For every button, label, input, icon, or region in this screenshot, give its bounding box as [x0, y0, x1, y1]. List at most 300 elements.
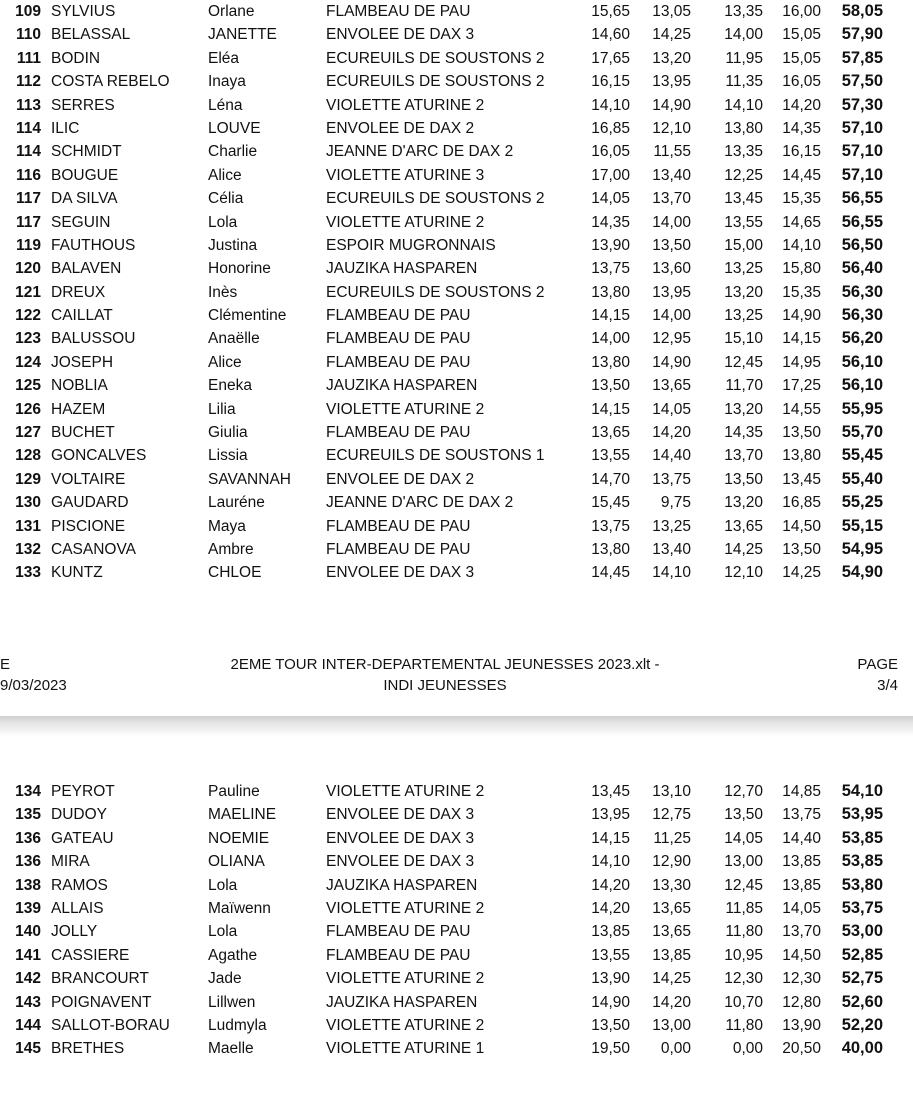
score-4-cell: 16,15	[782, 143, 821, 161]
score-2-cell: 12,10	[652, 119, 691, 137]
score-1-cell: 17,65	[591, 49, 630, 67]
score-4-cell: 14,15	[782, 330, 821, 348]
total-score-cell: 53,75	[841, 898, 883, 917]
table-row	[0, 538, 913, 561]
score-3-cell: 13,65	[724, 517, 763, 535]
total-score-cell: 56,10	[841, 376, 883, 395]
score-1-cell: 14,10	[591, 96, 630, 114]
score-3-cell: 13,80	[724, 119, 763, 137]
total-score-cell: 54,90	[841, 563, 883, 582]
score-3-cell: 10,70	[724, 993, 763, 1011]
score-2-cell: 14,00	[652, 307, 691, 325]
score-3-cell: 15,00	[724, 236, 763, 254]
first-name-cell: Léna	[208, 96, 243, 114]
club-cell: ENVOLEE DE DAX 2	[326, 470, 475, 488]
footer-page-number	[857, 654, 898, 696]
score-3-cell: 14,00	[724, 26, 763, 44]
score-1-cell: 15,65	[591, 3, 630, 20]
rank-cell: 134	[15, 783, 41, 800]
last-name-cell: POIGNAVENT	[51, 993, 152, 1011]
page-footer	[0, 654, 913, 698]
total-score-cell: 56,30	[841, 282, 883, 301]
score-2-cell: 14,25	[652, 26, 691, 44]
rank-cell: 128	[15, 447, 41, 465]
score-1-cell: 13,80	[591, 353, 630, 371]
score-4-cell: 13,70	[782, 923, 821, 941]
table-row	[0, 47, 913, 70]
table-row	[0, 281, 913, 304]
score-2-cell: 12,95	[652, 330, 691, 348]
score-4-cell: 12,30	[782, 970, 821, 988]
club-cell: ENVOLEE DE DAX 2	[326, 119, 475, 137]
club-cell: VIOLETTE ATURINE 2	[326, 783, 485, 800]
total-score-cell: 54,10	[841, 782, 883, 800]
rank-cell: 124	[15, 353, 41, 371]
rank-cell: 132	[15, 540, 41, 558]
first-name-cell: Alice	[208, 166, 242, 184]
club-cell: JEANNE D'ARC DE DAX 2	[326, 143, 514, 161]
score-1-cell: 13,65	[591, 424, 630, 442]
total-score-cell: 57,10	[841, 142, 883, 161]
score-1-cell: 14,60	[591, 26, 630, 44]
last-name-cell: CASANOVA	[51, 540, 136, 558]
club-cell: VIOLETTE ATURINE 2	[326, 96, 485, 114]
score-2-cell: 14,20	[652, 424, 691, 442]
rank-cell: 111	[16, 49, 41, 67]
first-name-cell: Honorine	[208, 260, 271, 278]
score-4-cell: 13,75	[782, 806, 821, 824]
last-name-cell: CAILLAT	[51, 307, 113, 325]
total-score-cell: 55,70	[841, 423, 883, 442]
score-1-cell: 13,85	[591, 923, 630, 941]
score-4-cell: 13,50	[782, 540, 821, 558]
total-score-cell: 56,50	[841, 235, 883, 254]
rank-cell: 117	[15, 213, 41, 231]
score-3-cell: 15,10	[724, 330, 763, 348]
table-row	[0, 515, 913, 538]
score-3-cell: 11,85	[725, 899, 763, 917]
table-row	[0, 23, 913, 46]
table-row	[0, 874, 913, 897]
score-2-cell: 13,95	[652, 283, 691, 301]
club-cell: ENVOLEE DE DAX 3	[326, 829, 475, 847]
first-name-cell: MAELINE	[208, 806, 277, 824]
score-2-cell: 13,20	[652, 49, 691, 67]
total-score-cell: 57,10	[841, 165, 883, 184]
total-score-cell: 56,55	[841, 212, 883, 231]
club-cell: JEANNE D'ARC DE DAX 2	[326, 494, 514, 512]
last-name-cell: PISCIONE	[51, 517, 126, 535]
score-1-cell: 14,35	[591, 213, 630, 231]
club-cell: ENVOLEE DE DAX 3	[326, 564, 475, 582]
score-4-cell: 15,05	[782, 26, 821, 44]
last-name-cell: DREUX	[51, 283, 106, 301]
rank-cell: 117	[15, 190, 41, 208]
rank-cell: 109	[15, 3, 41, 20]
total-score-cell: 52,75	[841, 969, 883, 988]
table-row	[0, 850, 913, 873]
first-name-cell: Anaëlle	[208, 330, 260, 348]
club-cell: FLAMBEAU DE PAU	[326, 353, 471, 371]
total-score-cell: 55,95	[841, 399, 883, 418]
score-3-cell: 12,45	[724, 876, 763, 894]
first-name-cell: Jade	[208, 970, 242, 988]
score-4-cell: 14,90	[782, 307, 821, 325]
rank-cell: 130	[15, 494, 41, 512]
rank-cell: 127	[15, 424, 41, 442]
total-score-cell: 55,45	[841, 446, 883, 465]
first-name-cell: Agathe	[208, 946, 258, 964]
page-break-separator	[0, 716, 913, 736]
last-name-cell: BALAVEN	[51, 260, 122, 278]
score-4-cell: 13,90	[782, 1016, 821, 1034]
footer-left-line1: E	[0, 656, 11, 673]
first-name-cell: Maïwenn	[208, 899, 271, 917]
first-name-cell: Inès	[208, 283, 238, 301]
first-name-cell: Justina	[208, 236, 258, 254]
score-1-cell: 14,15	[591, 829, 630, 847]
rank-cell: 138	[15, 876, 41, 894]
table-row	[0, 327, 913, 350]
score-3-cell: 14,10	[724, 96, 763, 114]
total-score-cell: 57,90	[841, 25, 883, 44]
total-score-cell: 53,85	[841, 828, 883, 847]
score-4-cell: 14,45	[782, 166, 821, 184]
footer-page-label: PAGE	[857, 656, 898, 673]
score-3-cell: 11,80	[725, 923, 763, 941]
club-cell: ENVOLEE DE DAX 3	[326, 853, 475, 871]
score-2-cell: 14,90	[652, 96, 691, 114]
first-name-cell: Lauréne	[208, 494, 265, 512]
score-4-cell: 14,50	[782, 946, 821, 964]
score-4-cell: 14,25	[782, 564, 821, 582]
score-4-cell: 17,25	[782, 377, 821, 395]
club-cell: FLAMBEAU DE PAU	[326, 424, 471, 442]
first-name-cell: Pauline	[208, 783, 260, 800]
score-1-cell: 13,50	[591, 377, 630, 395]
score-3-cell: 10,95	[724, 946, 763, 964]
score-2-cell: 13,10	[652, 783, 691, 800]
table-row	[0, 140, 913, 163]
score-1-cell: 13,55	[591, 946, 630, 964]
last-name-cell: SALLOT-BORAU	[51, 1016, 170, 1034]
first-name-cell: Lola	[208, 876, 238, 894]
score-1-cell: 14,15	[591, 307, 630, 325]
last-name-cell: RAMOS	[51, 876, 108, 894]
table-row	[0, 1037, 913, 1060]
last-name-cell: JOSEPH	[51, 353, 114, 371]
rank-cell: 121	[15, 283, 41, 301]
score-3-cell: 12,45	[724, 353, 763, 371]
table-row	[0, 920, 913, 943]
score-2-cell: 9,75	[660, 494, 691, 512]
score-2-cell: 12,90	[652, 853, 691, 871]
score-4-cell: 15,05	[782, 49, 821, 67]
score-1-cell: 19,50	[591, 1040, 630, 1058]
score-1-cell: 14,70	[591, 470, 630, 488]
club-cell: VIOLETTE ATURINE 2	[326, 970, 485, 988]
score-3-cell: 11,95	[725, 49, 763, 67]
table-row	[0, 351, 913, 374]
table-row	[0, 0, 913, 23]
score-2-cell: 14,25	[652, 970, 691, 988]
table-row	[0, 803, 913, 826]
score-1-cell: 13,95	[591, 806, 630, 824]
score-4-cell: 15,80	[782, 260, 821, 278]
total-score-cell: 52,20	[841, 1015, 883, 1034]
last-name-cell: BUCHET	[51, 424, 115, 442]
club-cell: ECUREUILS DE SOUSTONS 2	[326, 283, 545, 301]
score-2-cell: 13,65	[652, 899, 691, 917]
score-4-cell: 14,55	[782, 400, 821, 418]
club-cell: ENVOLEE DE DAX 3	[326, 806, 475, 824]
rank-cell: 129	[15, 470, 41, 488]
score-2-cell: 13,65	[652, 923, 691, 941]
last-name-cell: GATEAU	[51, 829, 114, 847]
score-3-cell: 13,50	[724, 470, 763, 488]
score-2-cell: 13,50	[652, 236, 691, 254]
first-name-cell: JANETTE	[208, 26, 277, 44]
total-score-cell: 56,30	[841, 306, 883, 325]
last-name-cell: SYLVIUS	[51, 3, 116, 20]
rank-cell: 114	[15, 119, 41, 137]
score-2-cell: 13,75	[652, 470, 691, 488]
first-name-cell: Orlane	[208, 3, 255, 20]
first-name-cell: SAVANNAH	[208, 470, 291, 488]
score-4-cell: 14,65	[782, 213, 821, 231]
first-name-cell: Lola	[208, 923, 238, 941]
last-name-cell: BRETHES	[51, 1040, 125, 1058]
club-cell: VIOLETTE ATURINE 2	[326, 1016, 485, 1034]
score-3-cell: 13,55	[724, 213, 763, 231]
club-cell: VIOLETTE ATURINE 2	[326, 400, 485, 418]
score-3-cell: 13,20	[724, 283, 763, 301]
total-score-cell: 54,95	[841, 539, 883, 558]
total-score-cell: 53,00	[841, 922, 883, 941]
table-row	[0, 468, 913, 491]
rank-cell: 113	[15, 96, 41, 114]
score-2-cell: 13,40	[652, 166, 691, 184]
score-1-cell: 13,90	[591, 970, 630, 988]
score-4-cell: 20,50	[782, 1040, 821, 1058]
table-row	[0, 944, 913, 967]
score-4-cell: 13,50	[782, 424, 821, 442]
last-name-cell: BRANCOURT	[51, 970, 149, 988]
club-cell: VIOLETTE ATURINE 1	[326, 1040, 485, 1058]
score-1-cell: 16,85	[591, 119, 630, 137]
score-2-cell: 13,60	[652, 260, 691, 278]
score-2-cell: 13,25	[652, 517, 691, 535]
last-name-cell: BELASSAL	[51, 26, 131, 44]
score-4-cell: 16,05	[782, 73, 821, 91]
score-1-cell: 16,05	[591, 143, 630, 161]
club-cell: FLAMBEAU DE PAU	[326, 330, 471, 348]
total-score-cell: 57,50	[841, 72, 883, 91]
club-cell: ECUREUILS DE SOUSTONS 2	[326, 73, 545, 91]
rank-cell: 135	[15, 806, 41, 824]
score-2-cell: 11,55	[653, 143, 691, 161]
score-2-cell: 14,00	[652, 213, 691, 231]
score-2-cell: 0,00	[660, 1040, 691, 1058]
score-1-cell: 13,55	[591, 447, 630, 465]
club-cell: ECUREUILS DE SOUSTONS 1	[326, 447, 545, 465]
score-3-cell: 13,20	[724, 494, 763, 512]
table-row	[0, 94, 913, 117]
first-name-cell: Lola	[208, 213, 238, 231]
total-score-cell: 52,60	[841, 992, 883, 1011]
rank-cell: 119	[15, 236, 41, 254]
table-row	[0, 421, 913, 444]
score-2-cell: 14,90	[652, 353, 691, 371]
club-cell: JAUZIKA HASPAREN	[326, 993, 478, 1011]
score-3-cell: 13,50	[724, 806, 763, 824]
table-row	[0, 164, 913, 187]
score-1-cell: 13,75	[591, 517, 630, 535]
table-row	[0, 304, 913, 327]
score-1-cell: 13,45	[591, 783, 630, 800]
total-score-cell: 53,95	[841, 805, 883, 824]
total-score-cell: 58,05	[841, 2, 883, 20]
table-row	[0, 491, 913, 514]
score-4-cell: 14,35	[782, 119, 821, 137]
footer-title-line2: INDI JEUNESSES	[383, 677, 507, 694]
score-4-cell: 13,85	[782, 876, 821, 894]
table-row	[0, 257, 913, 280]
table-row	[0, 561, 913, 584]
last-name-cell: MIRA	[51, 853, 90, 871]
footer-page-count: 3/4	[877, 677, 898, 694]
score-2-cell: 13,30	[652, 876, 691, 894]
club-cell: VIOLETTE ATURINE 2	[326, 213, 485, 231]
rank-cell: 131	[15, 517, 41, 535]
total-score-cell: 53,85	[841, 852, 883, 871]
score-1-cell: 13,80	[591, 283, 630, 301]
club-cell: ECUREUILS DE SOUSTONS 2	[326, 49, 545, 67]
total-score-cell: 55,15	[841, 516, 883, 535]
last-name-cell: HAZEM	[51, 400, 106, 418]
first-name-cell: Charlie	[208, 143, 258, 161]
score-2-cell: 11,25	[653, 829, 691, 847]
score-1-cell: 13,75	[591, 260, 630, 278]
first-name-cell: OLIANA	[208, 853, 265, 871]
first-name-cell: Alice	[208, 353, 242, 371]
table-row	[0, 234, 913, 257]
last-name-cell: BOUGUE	[51, 166, 119, 184]
rank-cell: 112	[15, 73, 41, 91]
total-score-cell: 56,40	[841, 259, 883, 278]
score-4-cell: 14,40	[782, 829, 821, 847]
club-cell: ENVOLEE DE DAX 3	[326, 26, 475, 44]
score-1-cell: 13,50	[591, 1016, 630, 1034]
score-4-cell: 13,80	[782, 447, 821, 465]
score-3-cell: 12,10	[724, 564, 763, 582]
last-name-cell: BALUSSOU	[51, 330, 136, 348]
score-1-cell: 16,15	[591, 73, 630, 91]
rank-cell: 133	[15, 564, 41, 582]
last-name-cell: FAUTHOUS	[51, 236, 136, 254]
last-name-cell: SEGUIN	[51, 213, 111, 231]
table-row	[0, 1014, 913, 1037]
score-4-cell: 14,05	[782, 899, 821, 917]
table-row	[0, 211, 913, 234]
score-2-cell: 14,05	[652, 400, 691, 418]
last-name-cell: JOLLY	[51, 923, 98, 941]
club-cell: FLAMBEAU DE PAU	[326, 307, 471, 325]
score-4-cell: 15,35	[782, 190, 821, 208]
rank-cell: 136	[15, 853, 41, 871]
club-cell: FLAMBEAU DE PAU	[326, 946, 471, 964]
score-3-cell: 13,25	[724, 260, 763, 278]
score-4-cell: 13,45	[782, 470, 821, 488]
score-1-cell: 13,80	[591, 540, 630, 558]
score-2-cell: 12,75	[652, 806, 691, 824]
footer-left	[0, 654, 67, 696]
total-score-cell: 55,25	[841, 493, 883, 512]
total-score-cell: 57,30	[841, 95, 883, 114]
score-3-cell: 12,25	[724, 166, 763, 184]
rank-cell: 120	[15, 260, 41, 278]
last-name-cell: KUNTZ	[51, 564, 103, 582]
score-3-cell: 11,70	[725, 377, 763, 395]
rank-cell: 123	[15, 330, 41, 348]
first-name-cell: LOUVE	[208, 119, 261, 137]
rank-cell: 143	[15, 993, 41, 1011]
score-3-cell: 13,45	[724, 190, 763, 208]
score-4-cell: 14,85	[782, 783, 821, 800]
table-row	[0, 187, 913, 210]
score-1-cell: 14,45	[591, 564, 630, 582]
table-row	[0, 780, 913, 803]
last-name-cell: DUDOY	[51, 806, 107, 824]
rank-cell: 126	[15, 400, 41, 418]
first-name-cell: NOEMIE	[208, 829, 270, 847]
results-table-bottom	[0, 780, 913, 1061]
club-cell: ESPOIR MUGRONNAIS	[326, 236, 496, 254]
first-name-cell: Ludmyla	[208, 1016, 267, 1034]
score-3-cell: 12,30	[724, 970, 763, 988]
last-name-cell: VOLTAIRE	[51, 470, 126, 488]
last-name-cell: SERRES	[51, 96, 115, 114]
first-name-cell: Maya	[208, 517, 246, 535]
rank-cell: 114	[15, 143, 41, 161]
score-4-cell: 13,85	[782, 853, 821, 871]
score-1-cell: 14,90	[591, 993, 630, 1011]
rank-cell: 122	[15, 307, 41, 325]
score-3-cell: 11,80	[725, 1016, 763, 1034]
score-2-cell: 13,95	[652, 73, 691, 91]
score-4-cell: 15,35	[782, 283, 821, 301]
first-name-cell: Lissia	[208, 447, 248, 465]
score-2-cell: 13,85	[652, 946, 691, 964]
total-score-cell: 56,10	[841, 352, 883, 371]
score-1-cell: 15,45	[591, 494, 630, 512]
first-name-cell: Eléa	[208, 49, 240, 67]
score-1-cell: 14,20	[591, 899, 630, 917]
score-1-cell: 14,05	[591, 190, 630, 208]
total-score-cell: 52,85	[841, 945, 883, 964]
score-3-cell: 0,00	[732, 1040, 763, 1058]
first-name-cell: Célia	[208, 190, 244, 208]
score-3-cell: 13,35	[724, 143, 763, 161]
footer-print-date: 9/03/2023	[0, 677, 67, 694]
club-cell: JAUZIKA HASPAREN	[326, 876, 478, 894]
last-name-cell: GONCALVES	[51, 447, 147, 465]
score-4-cell: 14,95	[782, 353, 821, 371]
table-row	[0, 991, 913, 1014]
footer-title-line1: 2EME TOUR INTER-DEPARTEMENTAL JEUNESSES 2023.xlt -	[230, 656, 660, 673]
score-2-cell: 14,20	[652, 993, 691, 1011]
rank-cell: 125	[15, 377, 41, 395]
